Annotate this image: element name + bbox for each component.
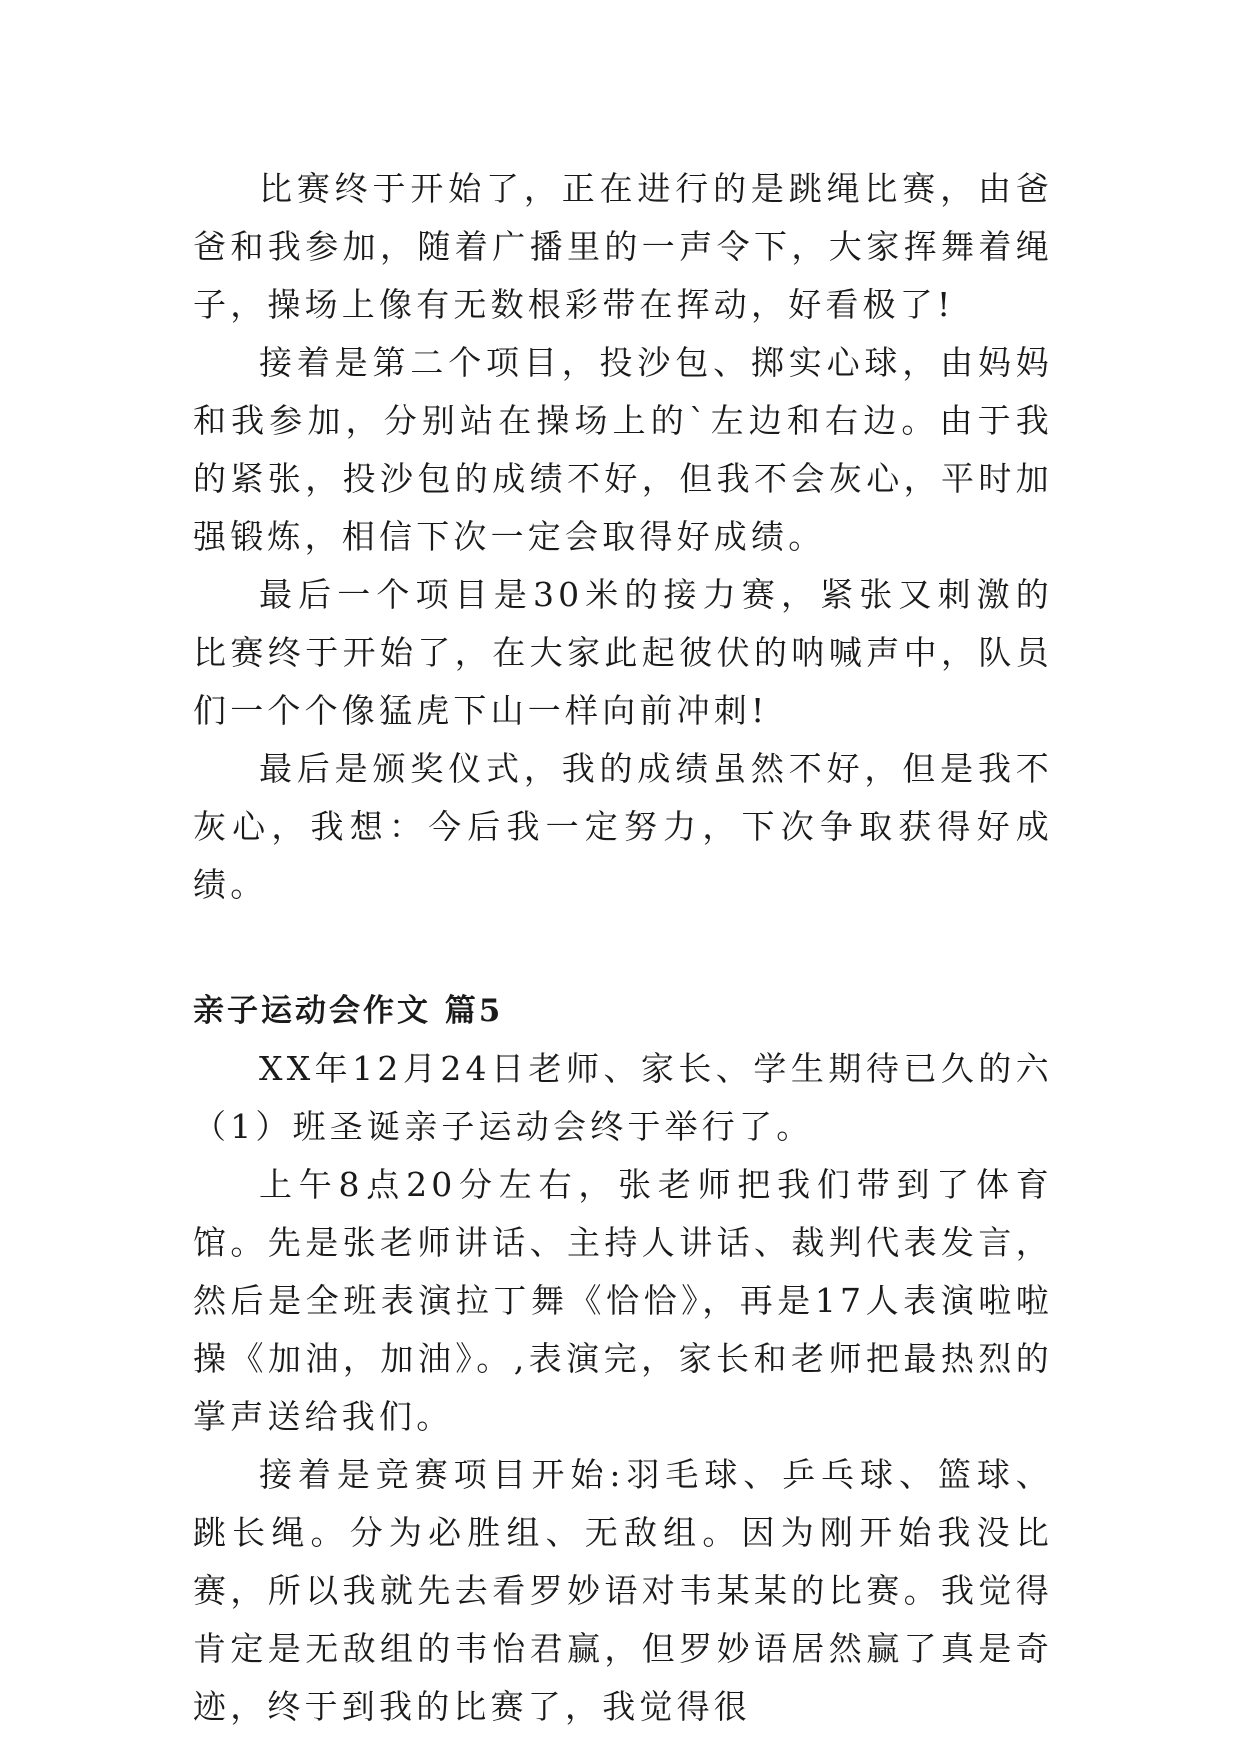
paragraph-jump-rope: 比赛终于开始了，正在进行的是跳绳比赛，由爸爸和我参加，随着广播里的一声令下，大家挥舞着绳子，操场上像有无数根彩带在挥动，好看极了! — [193, 169, 1053, 324]
section-heading: 亲子运动会作文 篇5 — [193, 993, 504, 1029]
paragraph-relay-race: 最后一个项目是30米的接力赛，紧张又刺激的比赛终于开始了，在大家此起彼伏的呐喊声中，队员们一个个像猛虎下山一样向前冲刺! — [193, 575, 1053, 730]
paragraph-competition: 接着是竞赛项目开始:羽毛球、乒乓球、篮球、跳长绳。分为必胜组、无敌组。因为刚开始我没比赛，所以我就先去看罗妙语对韦某某的比赛。我觉得肯定是无敌组的韦怡君赢，但罗妙语居然赢了真是奇迹，终于到我的比赛了，我觉得很 — [193, 1455, 1053, 1726]
document-page — [193, 160, 1053, 1736]
paragraph-opening-performance: 上午8点20分左右，张老师把我们带到了体育馆。先是张老师讲话、主持人讲话、裁判代表发言，然后是全班表演拉丁舞《恰恰》，再是17人表演啦啦操《加油，加油》。,表演完，家长和老师把最热烈的掌声送给我们。 — [193, 1165, 1053, 1436]
paragraph-event-intro: XX年12月24日老师、家长、学生期待已久的六（1）班圣诞亲子运动会终于举行了。 — [193, 1049, 1053, 1146]
paragraph-award-ceremony: 最后是颁奖仪式，我的成绩虽然不好，但是我不灰心，我想：今后我一定努力，下次争取获得好成绩。 — [193, 749, 1053, 904]
paragraph-sandbag-throw: 接着是第二个项目，投沙包、掷实心球，由妈妈和我参加，分别站在操场上的`左边和右边。由于我的紧张，投沙包的成绩不好，但我不会灰心，平时加强锻炼，相信下次一定会取得好成绩。 — [193, 343, 1053, 556]
